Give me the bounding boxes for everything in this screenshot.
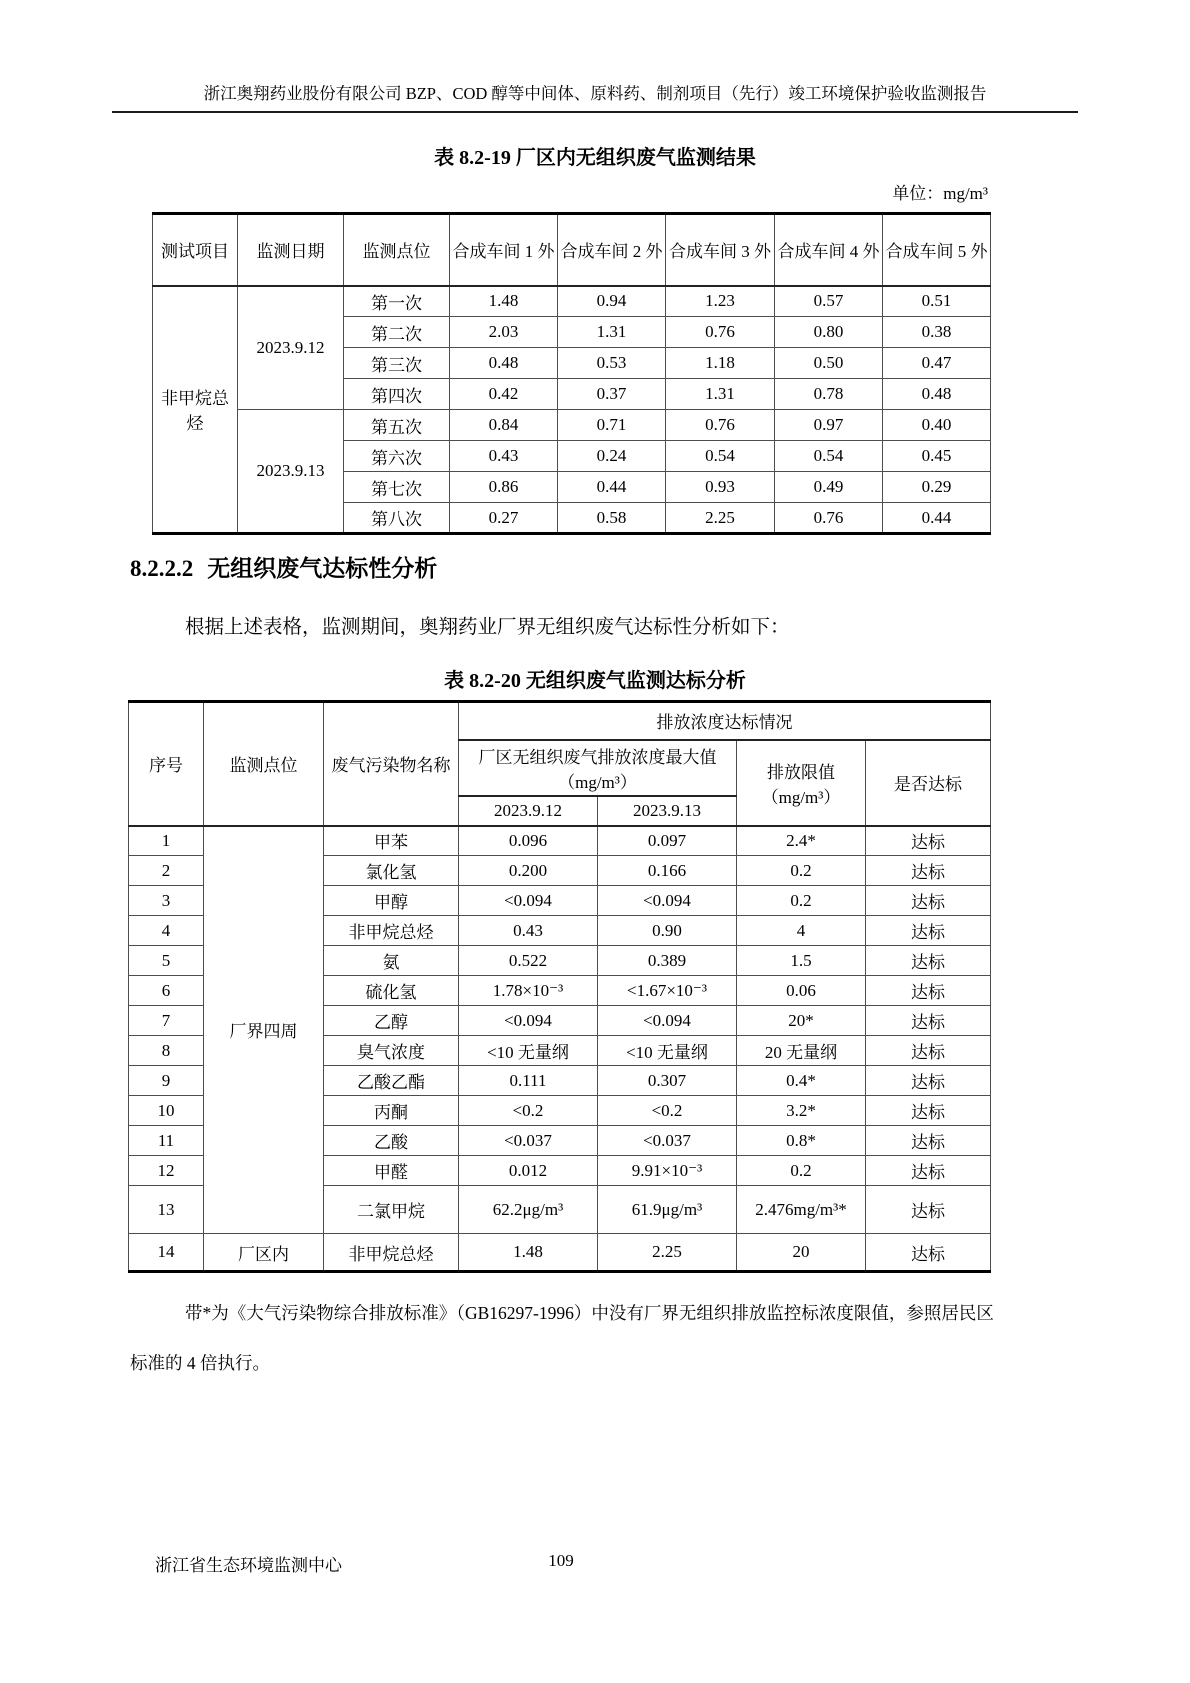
limit-cell: 3.2* xyxy=(737,1096,866,1126)
pollutant-cell: 臭气浓度 xyxy=(324,1036,459,1066)
table-row xyxy=(129,1234,991,1272)
header-cell: 测试项目 xyxy=(153,214,238,286)
pass-cell: 达标 xyxy=(866,976,991,1006)
pollutant-cell: 非甲烷总烃 xyxy=(324,916,459,946)
pollutant-cell: 甲苯 xyxy=(324,826,459,856)
data-cell: 第五次 xyxy=(344,410,450,441)
pass-cell: 达标 xyxy=(866,1126,991,1156)
data-cell: 0.44 xyxy=(883,503,991,534)
data-cell: 1.18 xyxy=(666,348,775,379)
data-cell: <0.094 xyxy=(598,886,737,916)
limit-cell: 1.5 xyxy=(737,946,866,976)
data-cell: 0.200 xyxy=(459,856,598,886)
data-cell: 0.45 xyxy=(883,441,991,472)
data-cell: 第一次 xyxy=(344,286,450,317)
data-cell: 0.111 xyxy=(459,1066,598,1096)
limit-cell: 0.2 xyxy=(737,856,866,886)
data-cell: 第二次 xyxy=(344,317,450,348)
data-cell: 1.48 xyxy=(450,286,558,317)
data-cell: 0.76 xyxy=(666,317,775,348)
data-cell: 1.23 xyxy=(666,286,775,317)
data-cell: 0.97 xyxy=(775,410,883,441)
data-cell: 0.389 xyxy=(598,946,737,976)
data-cell: 1.31 xyxy=(558,317,666,348)
pass-cell: 达标 xyxy=(866,1234,991,1272)
data-cell: 0.307 xyxy=(598,1066,737,1096)
pass-cell: 达标 xyxy=(866,1186,991,1234)
limit-cell: 0.06 xyxy=(737,976,866,1006)
data-cell: 0.54 xyxy=(775,441,883,472)
data-cell: 0.51 xyxy=(883,286,991,317)
data-cell: 0.37 xyxy=(558,379,666,410)
pass-cell: 达标 xyxy=(866,1066,991,1096)
pollutant-cell: 甲醇 xyxy=(324,886,459,916)
limit-cell: 0.4* xyxy=(737,1066,866,1096)
data-cell: 0.54 xyxy=(666,441,775,472)
header-cell: 排放浓度达标情况 xyxy=(459,702,991,740)
pass-cell: 达标 xyxy=(866,946,991,976)
table-row xyxy=(153,286,991,317)
section-title: 无组织废气达标性分析 xyxy=(207,556,438,581)
section-heading xyxy=(130,550,437,583)
data-cell: 0.42 xyxy=(450,379,558,410)
data-cell: 第三次 xyxy=(344,348,450,379)
point-cell: 厂界四周 xyxy=(204,826,324,1234)
table-row xyxy=(129,702,991,740)
data-cell: 0.78 xyxy=(775,379,883,410)
pollutant-cell: 甲醛 xyxy=(324,1156,459,1186)
header-cell: 序号 xyxy=(129,702,204,826)
data-cell: <0.2 xyxy=(598,1096,737,1126)
data-cell: 0.43 xyxy=(459,916,598,946)
pass-cell: 达标 xyxy=(866,1006,991,1036)
data-cell: 2.03 xyxy=(450,317,558,348)
seq-cell: 7 xyxy=(129,1006,204,1036)
data-cell: 2.25 xyxy=(598,1234,737,1272)
data-cell: 0.012 xyxy=(459,1156,598,1186)
data-cell: 0.49 xyxy=(775,472,883,503)
header-cell: 监测点位 xyxy=(344,214,450,286)
data-cell: 第四次 xyxy=(344,379,450,410)
data-cell: 0.522 xyxy=(459,946,598,976)
pass-cell: 达标 xyxy=(866,1156,991,1186)
data-cell: 0.90 xyxy=(598,916,737,946)
table-8-2-20 xyxy=(128,700,991,1273)
seq-cell: 13 xyxy=(129,1186,204,1234)
pollutant-cell: 乙醇 xyxy=(324,1006,459,1036)
header-cell: 监测点位 xyxy=(204,702,324,826)
data-cell: 0.48 xyxy=(450,348,558,379)
data-cell: 0.48 xyxy=(883,379,991,410)
data-cell: 62.2μg/m³ xyxy=(459,1186,598,1234)
pass-cell: 达标 xyxy=(866,856,991,886)
pollutant-cell: 乙酸 xyxy=(324,1126,459,1156)
data-cell: 0.93 xyxy=(666,472,775,503)
data-cell: <1.67×10⁻³ xyxy=(598,976,737,1006)
seq-cell: 11 xyxy=(129,1126,204,1156)
limit-cell: 20 xyxy=(737,1234,866,1272)
data-cell: 0.94 xyxy=(558,286,666,317)
data-cell: 0.166 xyxy=(598,856,737,886)
header-cell: 合成车间 1 外 xyxy=(450,214,558,286)
header-cell: 废气污染物名称 xyxy=(324,702,459,826)
data-cell: <0.094 xyxy=(459,1006,598,1036)
limit-cell: 2.476mg/m³* xyxy=(737,1186,866,1234)
data-cell: <0.2 xyxy=(459,1096,598,1126)
header-cell: 合成车间 4 外 xyxy=(775,214,883,286)
table-8-2-19 xyxy=(152,212,991,535)
pollutant-cell: 乙酸乙酯 xyxy=(324,1066,459,1096)
data-cell: 第六次 xyxy=(344,441,450,472)
seq-cell: 10 xyxy=(129,1096,204,1126)
pollutant-cell: 硫化氢 xyxy=(324,976,459,1006)
data-cell: 第八次 xyxy=(344,503,450,534)
intro-paragraph: 根据上述表格，监测期间，奥翔药业厂界无组织废气达标性分析如下： xyxy=(185,617,790,638)
seq-cell: 12 xyxy=(129,1156,204,1186)
table-row xyxy=(153,214,991,286)
pollutant-cell: 二氯甲烷 xyxy=(324,1186,459,1234)
data-cell: 0.38 xyxy=(883,317,991,348)
data-cell: 0.84 xyxy=(450,410,558,441)
seq-cell: 2 xyxy=(129,856,204,886)
data-cell: 0.29 xyxy=(883,472,991,503)
pass-cell: 达标 xyxy=(866,1036,991,1066)
table-8-2-19-title: 表 8.2-19 厂区内无组织废气监测结果 xyxy=(434,147,756,169)
data-cell: 0.44 xyxy=(558,472,666,503)
data-cell: 1.48 xyxy=(459,1234,598,1272)
pollutant-cell: 丙酮 xyxy=(324,1096,459,1126)
date-cell: 2023.9.12 xyxy=(238,286,344,410)
section-number: 8.2.2.2 xyxy=(130,556,194,581)
header-cell: 合成车间 5 外 xyxy=(883,214,991,286)
header-cell: 是否达标 xyxy=(866,740,991,826)
data-cell: 第七次 xyxy=(344,472,450,503)
data-cell: 0.47 xyxy=(883,348,991,379)
limit-cell: 0.2 xyxy=(737,886,866,916)
pass-cell: 达标 xyxy=(866,1096,991,1126)
data-cell: 0.58 xyxy=(558,503,666,534)
data-cell: <0.094 xyxy=(459,886,598,916)
table-row xyxy=(129,826,991,856)
data-cell: 0.71 xyxy=(558,410,666,441)
seq-cell: 8 xyxy=(129,1036,204,1066)
limit-cell: 20* xyxy=(737,1006,866,1036)
data-cell: <0.037 xyxy=(598,1126,737,1156)
limit-cell: 0.2 xyxy=(737,1156,866,1186)
seq-cell: 9 xyxy=(129,1066,204,1096)
point-cell: 厂区内 xyxy=(204,1234,324,1272)
data-cell: <10 无量纲 xyxy=(459,1036,598,1066)
data-cell: 0.76 xyxy=(666,410,775,441)
table-8-2-20-title: 表 8.2-20 无组织废气监测达标分析 xyxy=(444,670,746,692)
data-cell: 0.86 xyxy=(450,472,558,503)
pass-cell: 达标 xyxy=(866,886,991,916)
header-cell: 合成车间 2 外 xyxy=(558,214,666,286)
data-cell: 0.53 xyxy=(558,348,666,379)
data-cell: 1.78×10⁻³ xyxy=(459,976,598,1006)
limit-cell: 0.8* xyxy=(737,1126,866,1156)
data-cell: 61.9μg/m³ xyxy=(598,1186,737,1234)
footer-organization: 浙江省生态环境监测中心 xyxy=(155,1556,342,1575)
data-cell: <0.037 xyxy=(459,1126,598,1156)
pollutant-cell: 氯化氢 xyxy=(324,856,459,886)
table-row xyxy=(153,410,991,441)
limit-cell: 4 xyxy=(737,916,866,946)
seq-cell: 4 xyxy=(129,916,204,946)
data-cell: 0.40 xyxy=(883,410,991,441)
pollutant-cell: 非甲烷总烃 xyxy=(324,1234,459,1272)
header-cell: 2023.9.13 xyxy=(598,796,737,826)
seq-cell: 14 xyxy=(129,1234,204,1272)
seq-cell: 3 xyxy=(129,886,204,916)
data-cell: 2.25 xyxy=(666,503,775,534)
data-cell: 1.31 xyxy=(666,379,775,410)
data-cell: 0.57 xyxy=(775,286,883,317)
pass-cell: 达标 xyxy=(866,826,991,856)
limit-cell: 2.4* xyxy=(737,826,866,856)
pollutant-cell: 氨 xyxy=(324,946,459,976)
seq-cell: 5 xyxy=(129,946,204,976)
data-cell: <0.094 xyxy=(598,1006,737,1036)
data-cell: 0.50 xyxy=(775,348,883,379)
data-cell: 0.27 xyxy=(450,503,558,534)
header-cell: 2023.9.12 xyxy=(459,796,598,826)
test-item-cell: 非甲烷总烃 xyxy=(153,286,238,534)
data-cell: 0.76 xyxy=(775,503,883,534)
seq-cell: 6 xyxy=(129,976,204,1006)
page-header-title: 浙江奥翔药业股份有限公司 BZP、COD 醇等中间体、原料药、制剂项目（先行）竣工环境保护验收监测报告 xyxy=(112,80,1078,113)
limit-cell: 20 无量纲 xyxy=(737,1036,866,1066)
data-cell: 0.43 xyxy=(450,441,558,472)
data-cell: 0.097 xyxy=(598,826,737,856)
unit-label: 单位：mg/m³ xyxy=(892,184,988,203)
date-cell: 2023.9.13 xyxy=(238,410,344,534)
data-cell: <10 无量纲 xyxy=(598,1036,737,1066)
data-cell: 9.91×10⁻³ xyxy=(598,1156,737,1186)
data-cell: 0.24 xyxy=(558,441,666,472)
header-cell: 厂区无组织废气排放浓度最大值（mg/m³） xyxy=(459,740,737,796)
data-cell: 0.096 xyxy=(459,826,598,856)
header-cell: 监测日期 xyxy=(238,214,344,286)
seq-cell: 1 xyxy=(129,826,204,856)
page-number: 109 xyxy=(548,1551,574,1570)
table-footnote: 带*为《大气污染物综合排放标准》（GB16297-1996）中没有厂界无组织排放监控标浓度限值，参照居民区标准的 4 倍执行。 xyxy=(130,1303,994,1373)
pass-cell: 达标 xyxy=(866,916,991,946)
data-cell: 0.80 xyxy=(775,317,883,348)
header-cell: 排放限值（mg/m³） xyxy=(737,740,866,826)
header-cell: 合成车间 3 外 xyxy=(666,214,775,286)
